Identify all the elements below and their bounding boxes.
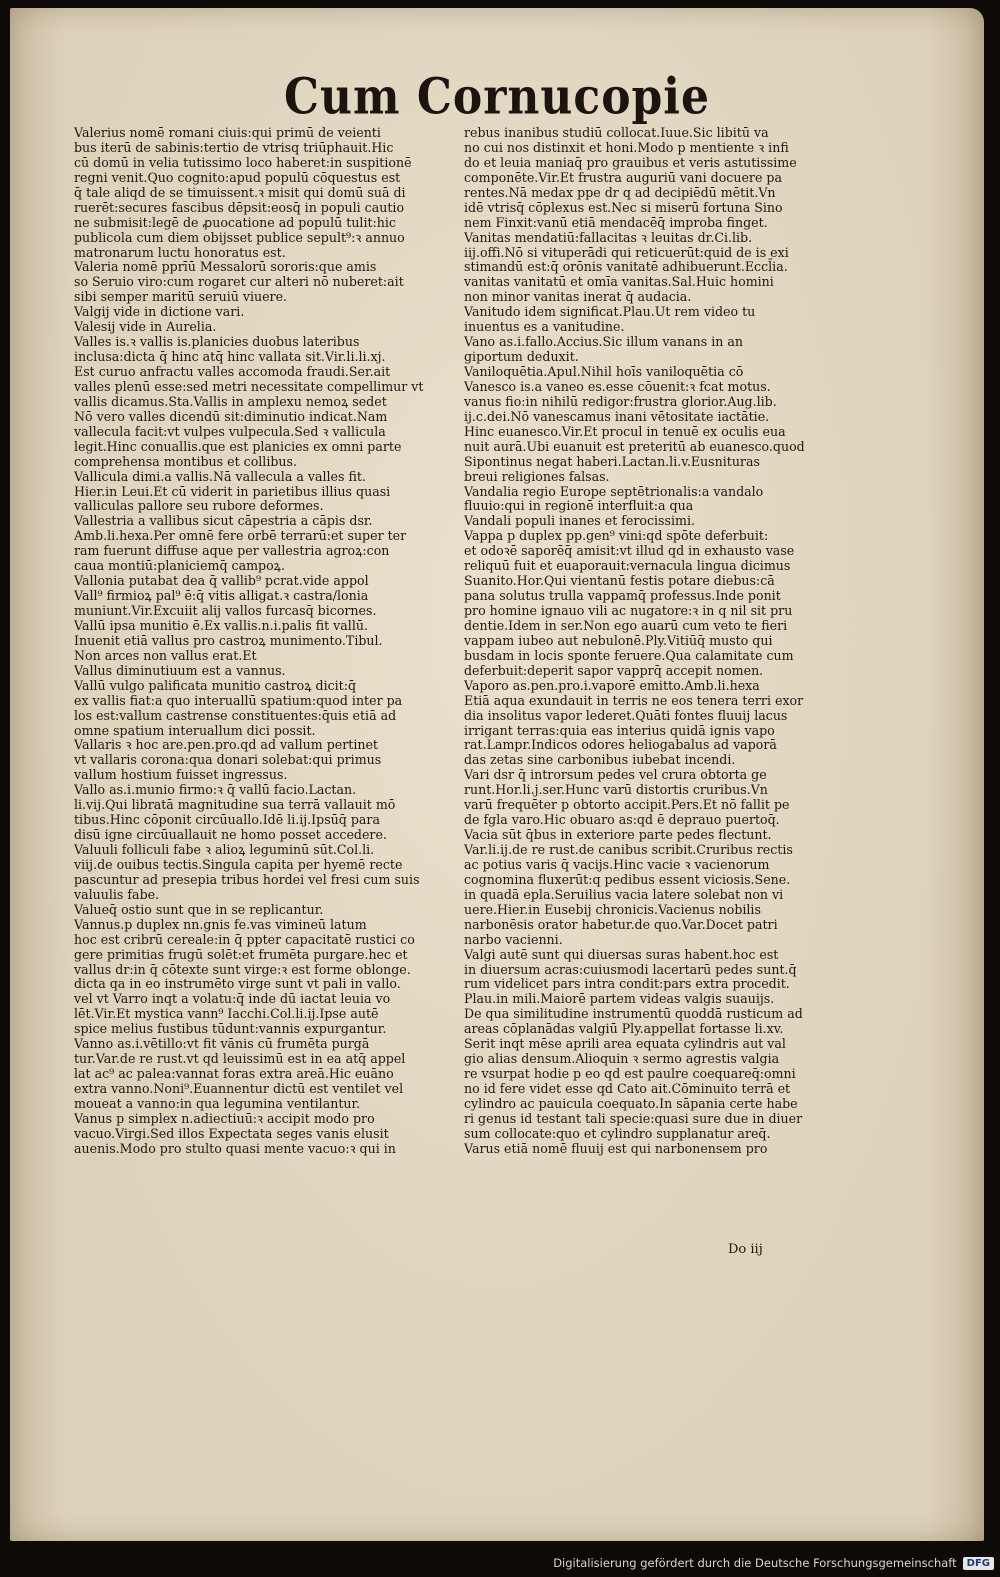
text-line: los est:vallum castrense constituentes:q̄uis etiā ad: [74, 707, 397, 723]
text-line: moueat a vanno:in qua legumina ventilantur.: [74, 1095, 361, 1111]
text-line: Vanus p simplex n.adiectiuū:ꝛ accipit modo pro: [74, 1110, 375, 1126]
text-line: cylindro ac pauicula coequato.In sāpania certe habe: [464, 1095, 798, 1111]
text-line: disū igne circūuallauit ne homo posset accedere.: [74, 827, 387, 843]
text-line: Inuenit etiā vallus pro castroꝝ munimento.Tibul.: [74, 632, 383, 648]
text-line: Vallū ipsa munitio ē.Ex vallis.n.i.palis fit vallū.: [74, 617, 368, 633]
text-line: rat.Lampr.Indicos odores heliogabalus ad vaporā: [464, 737, 777, 753]
text-line: deferbuit:deperit sapor vapprq̄ accepit nomen.: [464, 662, 764, 678]
right-text-column: [464, 126, 820, 1157]
text-line: Varus etiā nomē fluuij est qui narbonensem pro: [464, 1140, 768, 1156]
text-line: ex vallis fiat:a quo interuallū spatium:quod inter pa: [74, 692, 403, 708]
text-line: sum collocate:quo et cylindro supplanatur areq̄.: [464, 1125, 771, 1141]
text-line: valles plenū esse:sed metri necessitate compellimur vt: [74, 378, 424, 394]
text-line: Valueq̄ ostio sunt que in se replicantur.: [74, 901, 324, 917]
text-line: Amb.li.hexa.Per omnē fere orbē terrarū:et super ter: [74, 528, 407, 544]
text-line: Vallo as.i.munio firmo:ꝛ q̄ vallū facio.Lactan.: [74, 782, 357, 798]
text-line: idē vtrisq̄ cōplexus est.Nec si miserū fortuna Sino: [464, 199, 783, 215]
text-line: Valuuli folliculi fabe ꝛ alioꝝ leguminū sūt.Col.li.: [74, 842, 375, 857]
text-line: Valles is.ꝛ vallis is.planicies duobus lateribus: [74, 334, 360, 350]
text-line: vallis dicamus.Sta.Vallis in amplexu nemoꝝ sedet: [74, 393, 387, 409]
text-line: rum videlicet pars intra condit:pars extra procedit.: [464, 976, 790, 992]
text-line: lēt.Vir.Et mystica vann⁹ Iacchi.Col.li.ij.Ipse autē: [74, 1006, 379, 1022]
text-line: iij.offi.Nō si vituperādi qui reticuerūt:quid de is exi: [464, 244, 789, 260]
text-line: dia insolitus vapor lederet.Quāti fontes fluuij lacus: [464, 707, 788, 723]
text-line: vel vt Varro inqt a volatu:q̄ inde dū iactat leuia vo: [74, 991, 391, 1007]
text-line: reliquū fuit et euaporauit:vernacula lingua dicimus: [464, 558, 791, 574]
text-line: et odoꝛē saporēq̄ amisit:vt illud qd in exhausto vase: [464, 543, 795, 559]
text-line: vallus dr:in q̄ cōtexte sunt virge:ꝛ est forme oblonge.: [74, 961, 411, 977]
text-line: li.vij.Qui libratā magnitudine sua terrā vallauit mō: [74, 797, 396, 813]
text-line: Var.li.ij.de re rust.de canibus scribit.Cruribus rectis: [464, 842, 793, 857]
text-line: Hinc euanesco.Vir.Et procul in tenuē ex oculis eua: [464, 423, 786, 439]
text-line: matronarum luctu honoratus est.: [74, 244, 286, 260]
text-line: ruerēt:secures fascibus dēpsit:eosq̄ in populi cautio: [74, 199, 405, 215]
text-line: non minor vanitas inerat q̄ audacia.: [464, 289, 692, 305]
text-line: pro homine ignauo vili ac nugatore:ꝛ in q nil sit pru: [464, 603, 793, 618]
dfg-logo: DFG: [963, 1557, 994, 1570]
text-line: pascuntur ad presepia tribus hordei vel fresi cum suis: [74, 871, 420, 887]
text-line: Vallicula dimi.a vallis.Nā vallecula a valles fit.: [74, 468, 366, 484]
text-line: valuulis fabe.: [74, 886, 160, 902]
text-line: vappam iubeo aut nebulonē.Ply.Vitiūq̄ musto qui: [464, 632, 773, 648]
text-line: Vappa p duplex pp.gen⁹ vini:qd spōte deferbuit:: [464, 528, 769, 544]
text-line: muniunt.Vir.Excuiit alij vallos furcasq̄ bicornes.: [74, 603, 377, 618]
text-line: Vari dsr q̄ introrsum pedes vel crura obtorta ge: [464, 767, 767, 783]
text-line: so Seruio viro:cum rogaret cur alteri nō nuberet:ait: [74, 274, 404, 290]
left-text-column: [74, 126, 444, 1157]
text-line: Non arces non vallus erat.Et: [74, 647, 257, 663]
text-line: auenis.Modo pro stulto quasi mente vacuo:ꝛ qui in: [74, 1140, 396, 1156]
running-head: Cum Cornucopie: [283, 68, 711, 127]
text-line: cognomina fluxerūt:q pedibus essent viciosis.Sene.: [464, 871, 791, 887]
text-line: Vannus.p duplex nn.gnis fe.vas vimineū latum: [74, 916, 367, 932]
text-line: Vallestria a vallibus sicut cāpestria a cāpis dsr.: [74, 513, 373, 529]
text-line: areas cōplanādas valgiū Ply.appellat fortasse li.xv.: [464, 1021, 784, 1037]
text-line: Suanito.Hor.Qui vientanū festis potare diebus:cā: [464, 573, 775, 589]
text-line: giportum deduxit.: [464, 349, 579, 365]
text-line: spice melius fustibus tūdunt:vannis expurgantur.: [74, 1021, 387, 1037]
text-line: Valesij vide in Aurelia.: [74, 319, 217, 335]
text-line: Nō vero valles dicendū sit:diminutio indicat.Nam: [74, 408, 388, 424]
text-line: de fgla varo.Hic obuaro as:qd ē deprauo puertoq̄.: [464, 812, 780, 828]
text-line: Est curuo anfractu valles accomoda fraudi.Ser.ait: [74, 364, 391, 379]
text-line: vanus fio:in nihilū redigor:frustra glorior.Aug.lib.: [464, 393, 777, 409]
text-line: ac potius varis q̄ vacijs.Hinc vacie ꝛ vacienorum: [464, 856, 770, 872]
text-line: Vandali populi inanes et ferocissimi.: [464, 513, 695, 529]
footer-credit: Digitalisierung gefördert durch die Deutsche Forschungsgemeinschaft: [553, 1556, 957, 1570]
text-line: vt vallaris corona:qua donari solebat:qui primus: [74, 752, 382, 768]
text-line: inuentus es a vanitudine.: [464, 319, 625, 335]
text-line: ij.c.dei.Nō vanescamus inani vētositate iactātie.: [464, 408, 770, 424]
text-line: ne submisit:legē de ꝓuocatione ad populū tulit:hic: [74, 214, 396, 230]
text-line: De qua similitudine instrumentū quoddā rusticum ad: [464, 1006, 803, 1022]
text-line: in quadā epla.Seruilius vacia latere solebat non vi: [464, 886, 784, 902]
text-line: das zetas sine carbonibus iubebat incendi.: [464, 752, 736, 768]
text-line: viij.de ouibus tectis.Singula capita per hyemē recte: [74, 856, 403, 872]
text-line: legit.Hinc conuallis.que est planicies ex omni parte: [74, 438, 402, 454]
text-line: vallecula facit:vt vulpes vulpecula.Sed ꝛ vallicula: [74, 423, 386, 439]
text-line: Vallus diminutiuum est a vannus.: [74, 662, 286, 678]
text-line: Vallū vulgo palificata munitio castroꝝ dicit:q̄: [74, 677, 357, 693]
text-line: Vano as.i.fallo.Accius.Sic illum vanans in an: [464, 334, 743, 350]
text-line: runt.Hor.li.j.ser.Hunc varū distortis cruribus.Vn: [464, 782, 768, 798]
text-line: hoc est cribrū cereale:in q̄ ppter capacitatē rustici co: [74, 931, 415, 947]
text-line: narbonēsis orator habetur.de quo.Var.Docet patri: [464, 916, 778, 932]
text-line: sibi semper maritū seruiū viuere.: [74, 289, 288, 305]
text-line: no cui nos distinxit et honi.Modo p mentiente ꝛ infi: [464, 139, 789, 155]
text-line: stimandū est:q̄ orōnis vanitatē adhibuerunt.Eccl̄ia.: [464, 259, 788, 275]
text-line: q̄ tale aliqd de se timuissent.ꝛ misit qui domū suā di: [74, 184, 406, 200]
text-line: pana solutus trulla vappamq̄ professus.Inde ponit: [464, 588, 781, 604]
text-line: re vsurpat hodie p eo qd est paulre coequareq̄:omni: [464, 1066, 796, 1082]
text-line: Vanitas mendatiū:fallacitas ꝛ leuitas dr.Ci.lib.: [464, 229, 753, 245]
text-line: Sipontinus negat haberi.Lactan.li.v.Eusnituras: [464, 453, 760, 469]
text-line: publicola cum diem obijsset publice sepult⁹:ꝛ annuo: [74, 229, 405, 245]
text-line: Vanitudo idem significat.Plau.Ut rem video tu: [464, 304, 756, 320]
text-line: gere primitias frugū solēt:et frumēta purgare.hec et: [74, 946, 408, 962]
text-line: vacuo.Virgi.Sed illos Expectata seges vanis elusit: [74, 1125, 389, 1141]
text-line: dentie.Idem in ser.Non ego auarū cum veto te fieri: [464, 617, 788, 633]
text-line: Hier.in Leui.Et cū viderit in parietibus illius quasi: [74, 483, 391, 499]
text-line: bus iterū de sabinis:tertio de vtrisq triūphauit.Hic: [74, 139, 394, 155]
text-line: fluuio:qui in regionē interfluit:a qua: [464, 498, 694, 514]
text-line: irrigant terras:quia eas interius quidā ignis vapo: [464, 722, 775, 738]
text-line: dicta qa in eo instrumēto virge sunt vt pali in vallo.: [74, 976, 401, 992]
text-line: componēte.Vir.Et frustra auguriū vani docuere pa: [464, 169, 782, 185]
text-line: nem Finxit:vanū etiā mendacēq̄ improba finget.: [464, 214, 768, 230]
text-line: Vanesco is.a vaneo es.esse cōuenit:ꝛ fcat motus.: [464, 378, 771, 394]
text-line: in diuersum acras:cuiusmodi lacertarū pedes sunt.q̄: [464, 961, 797, 977]
text-line: narbo vacienni.: [464, 931, 563, 947]
text-line: Valerius nomē romani ciuis:qui primū de veienti: [74, 126, 381, 140]
text-line: lat ac⁹ ac palea:vannat foras extra areā.Hic euāno: [74, 1066, 394, 1082]
signature-mark: Do iij: [728, 1242, 763, 1257]
text-line: Vacia sūt q̄bus in exteriore parte pedes flectunt.: [464, 827, 772, 843]
text-line: uere.Hier.in Eusebij chronicis.Vacienus nobilis: [464, 901, 761, 917]
text-line: Vaniloquētia.Apul.Nihil hoīs vaniloquētia cō: [464, 364, 744, 379]
text-line: Vall⁹ firmioꝝ pal⁹ ē:q̄ vitis alligat.ꝛ castra/lonia: [74, 588, 369, 604]
book-page: [10, 8, 984, 1541]
digitization-footer: [553, 1551, 994, 1575]
text-line: vallum hostium fuisset ingressus.: [74, 767, 288, 783]
text-line: extra vanno.Noni⁹.Euannentur dictū est ventilet vel: [74, 1081, 404, 1096]
text-line: Valeria nomē pprīū Messalorū sororis:que amis: [74, 259, 377, 275]
text-line: ram fuerunt diffuse aque per vallestria agroꝝ:con: [74, 543, 390, 559]
text-line: Valgij vide in dictione vari.: [74, 304, 245, 320]
text-line: varū frequēter p obtorto accipit.Pers.Et nō fallit pe: [464, 797, 790, 813]
text-line: inclusa:dicta q̄ hinc atq̄ hinc vallata sit.Vir.li.li.xj.: [74, 349, 386, 365]
text-line: Vanno as.i.vētillo:vt fit vānis cū frumēta purgā: [74, 1036, 370, 1052]
text-line: comprehensa montibus et collibus.: [74, 453, 297, 469]
text-line: ri genus id testant tali specie:quasi sure due in diuer: [464, 1110, 803, 1126]
text-line: Etiā aqua exundauit in terris ne eos tenera terri exor: [464, 692, 804, 708]
text-line: valliculas pallore seu rubore deformes.: [74, 498, 324, 514]
text-line: rebus inanibus studiū collocat.Iuue.Sic libitū va: [464, 126, 769, 140]
text-line: Vaporo as.pen.pro.i.vaporē emitto.Amb.li.hexa: [464, 677, 760, 693]
text-line: busdam in locis sponte feruere.Qua calamitate cum: [464, 647, 794, 663]
text-line: breui religiones falsas.: [464, 468, 610, 484]
text-line: omne spatium interuallum dici possit.: [74, 722, 316, 738]
text-line: do et leuia maniaq̄ pro grauibus et veris astutissime: [464, 154, 797, 170]
text-line: Vallonia putabat dea q̄ vallib⁹ pcrat.vide appol: [74, 573, 369, 589]
text-line: tur.Var.de re rust.vt qd leuissimū est in ea atq̄ appel: [74, 1051, 406, 1067]
text-line: regni venit.Quo cognito:apud populū cōquestus est: [74, 169, 401, 185]
text-line: Vandalia regio Europe septētrionalis:a vandalo: [464, 483, 764, 499]
text-line: vanitas vanitatū et omīa vanitas.Sal.Huic homini: [464, 274, 774, 290]
text-line: Valgi autē sunt qui diuersas suras habent.hoc est: [464, 946, 779, 962]
text-line: caua montiū:planiciemq̄ campoꝝ.: [74, 558, 285, 574]
text-line: Plau.in mili.Maiorē partem videas valgis suauijs.: [464, 991, 775, 1007]
text-line: Serit inqt mēse aprili area equata cylindris aut val: [464, 1036, 786, 1052]
text-line: nuit aurā.Ubi euanuit est preteritū ab euanesco.quod: [464, 438, 805, 454]
text-line: no id fere videt esse qd Cato ait.Cōminuito terrā et: [464, 1081, 791, 1096]
text-line: tibus.Hinc cōponit circūuallo.Idē li.ij.Ipsūq̄ para: [74, 812, 380, 828]
text-line: Vallaris ꝛ hoc are.pen.pro.qd ad vallum pertinet: [74, 737, 378, 753]
text-line: rentes.Nā medax ppe dr q ad decipiēdū mētit.Vn: [464, 184, 776, 200]
text-line: cū domū in velia tutissimo loco haberet:in suspitionē: [74, 154, 412, 170]
text-line: gio alias densum.Alioquin ꝛ sermo agrestis valgia: [464, 1051, 780, 1067]
